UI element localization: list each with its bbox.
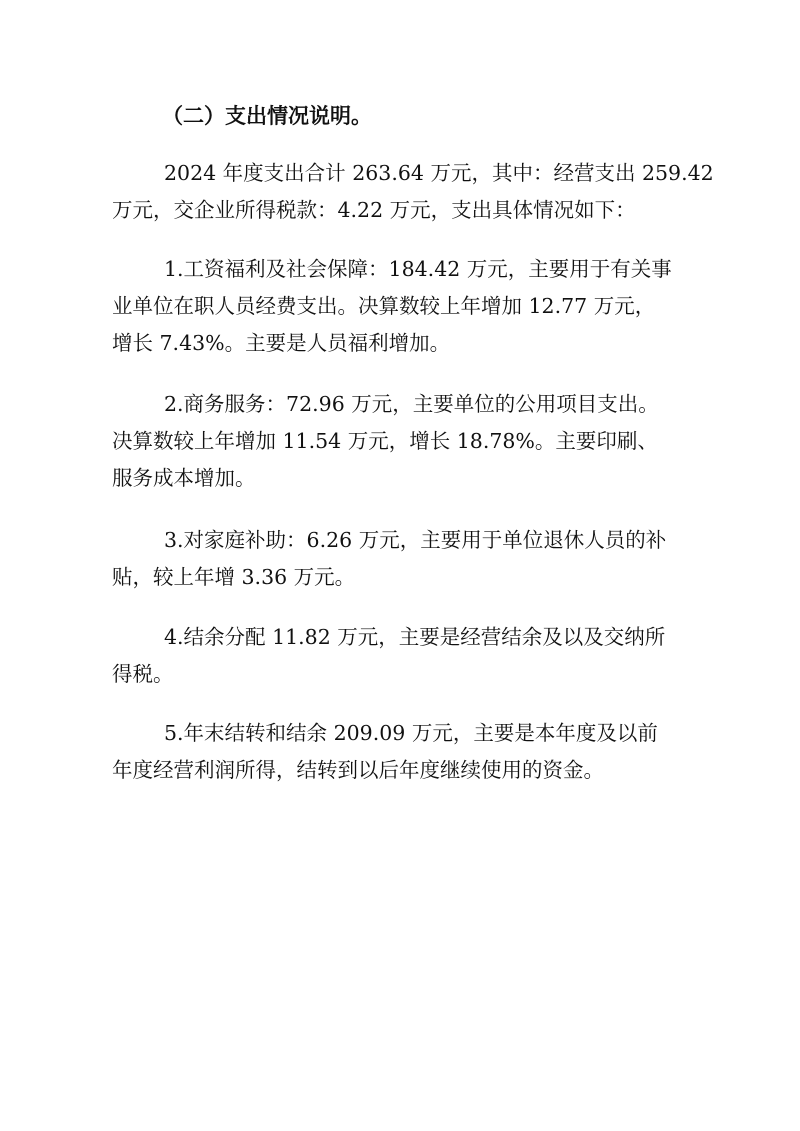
- paragraph-family-subsidy: [112, 522, 702, 596]
- paragraph-salary-welfare: [112, 251, 702, 362]
- section-heading: （二）支出情况说明。: [162, 104, 372, 128]
- text-line: 2.商务服务：72.96 万元，主要单位的公用项目支出。: [164, 392, 659, 416]
- text-line: 服务成本增加。: [112, 466, 256, 490]
- text-line: 4.结余分配 11.82 万元，主要是经营结余及以及交纳所: [164, 625, 666, 649]
- paragraph-year-end-balance: [112, 715, 702, 789]
- text-line: 3.对家庭补助：6.26 万元，主要用于单位退休人员的补: [164, 528, 667, 552]
- text-line: 1.工资福利及社会保障：184.42 万元，主要用于有关事: [164, 257, 672, 281]
- text-line: 年度经营利润所得，结转到以后年度继续使用的资金。: [112, 758, 604, 782]
- text-line: 得税。: [112, 662, 174, 686]
- text-line: 决算数较上年增加 11.54 万元，增长 18.78%。主要印刷、: [112, 429, 658, 453]
- text-line: 业单位在职人员经费支出。决算数较上年增加 12.77 万元，: [112, 294, 656, 318]
- text-line: 万元，交企业所得税款：4.22 万元，支出具体情况如下：: [112, 198, 636, 222]
- text-line: 2024 年度支出合计 263.64 万元，其中：经营支出 259.42: [164, 161, 714, 185]
- paragraph-surplus-distribution: [112, 619, 702, 693]
- text-line: 5.年末结转和结余 209.09 万元，主要是本年度及以前: [164, 721, 658, 745]
- paragraph-business-services: [112, 386, 702, 497]
- text-line: 增长 7.43%。主要是人员福利增加。: [112, 331, 451, 355]
- paragraph-total-expenditure: [112, 155, 714, 229]
- text-line: 贴，较上年增 3.36 万元。: [112, 565, 356, 589]
